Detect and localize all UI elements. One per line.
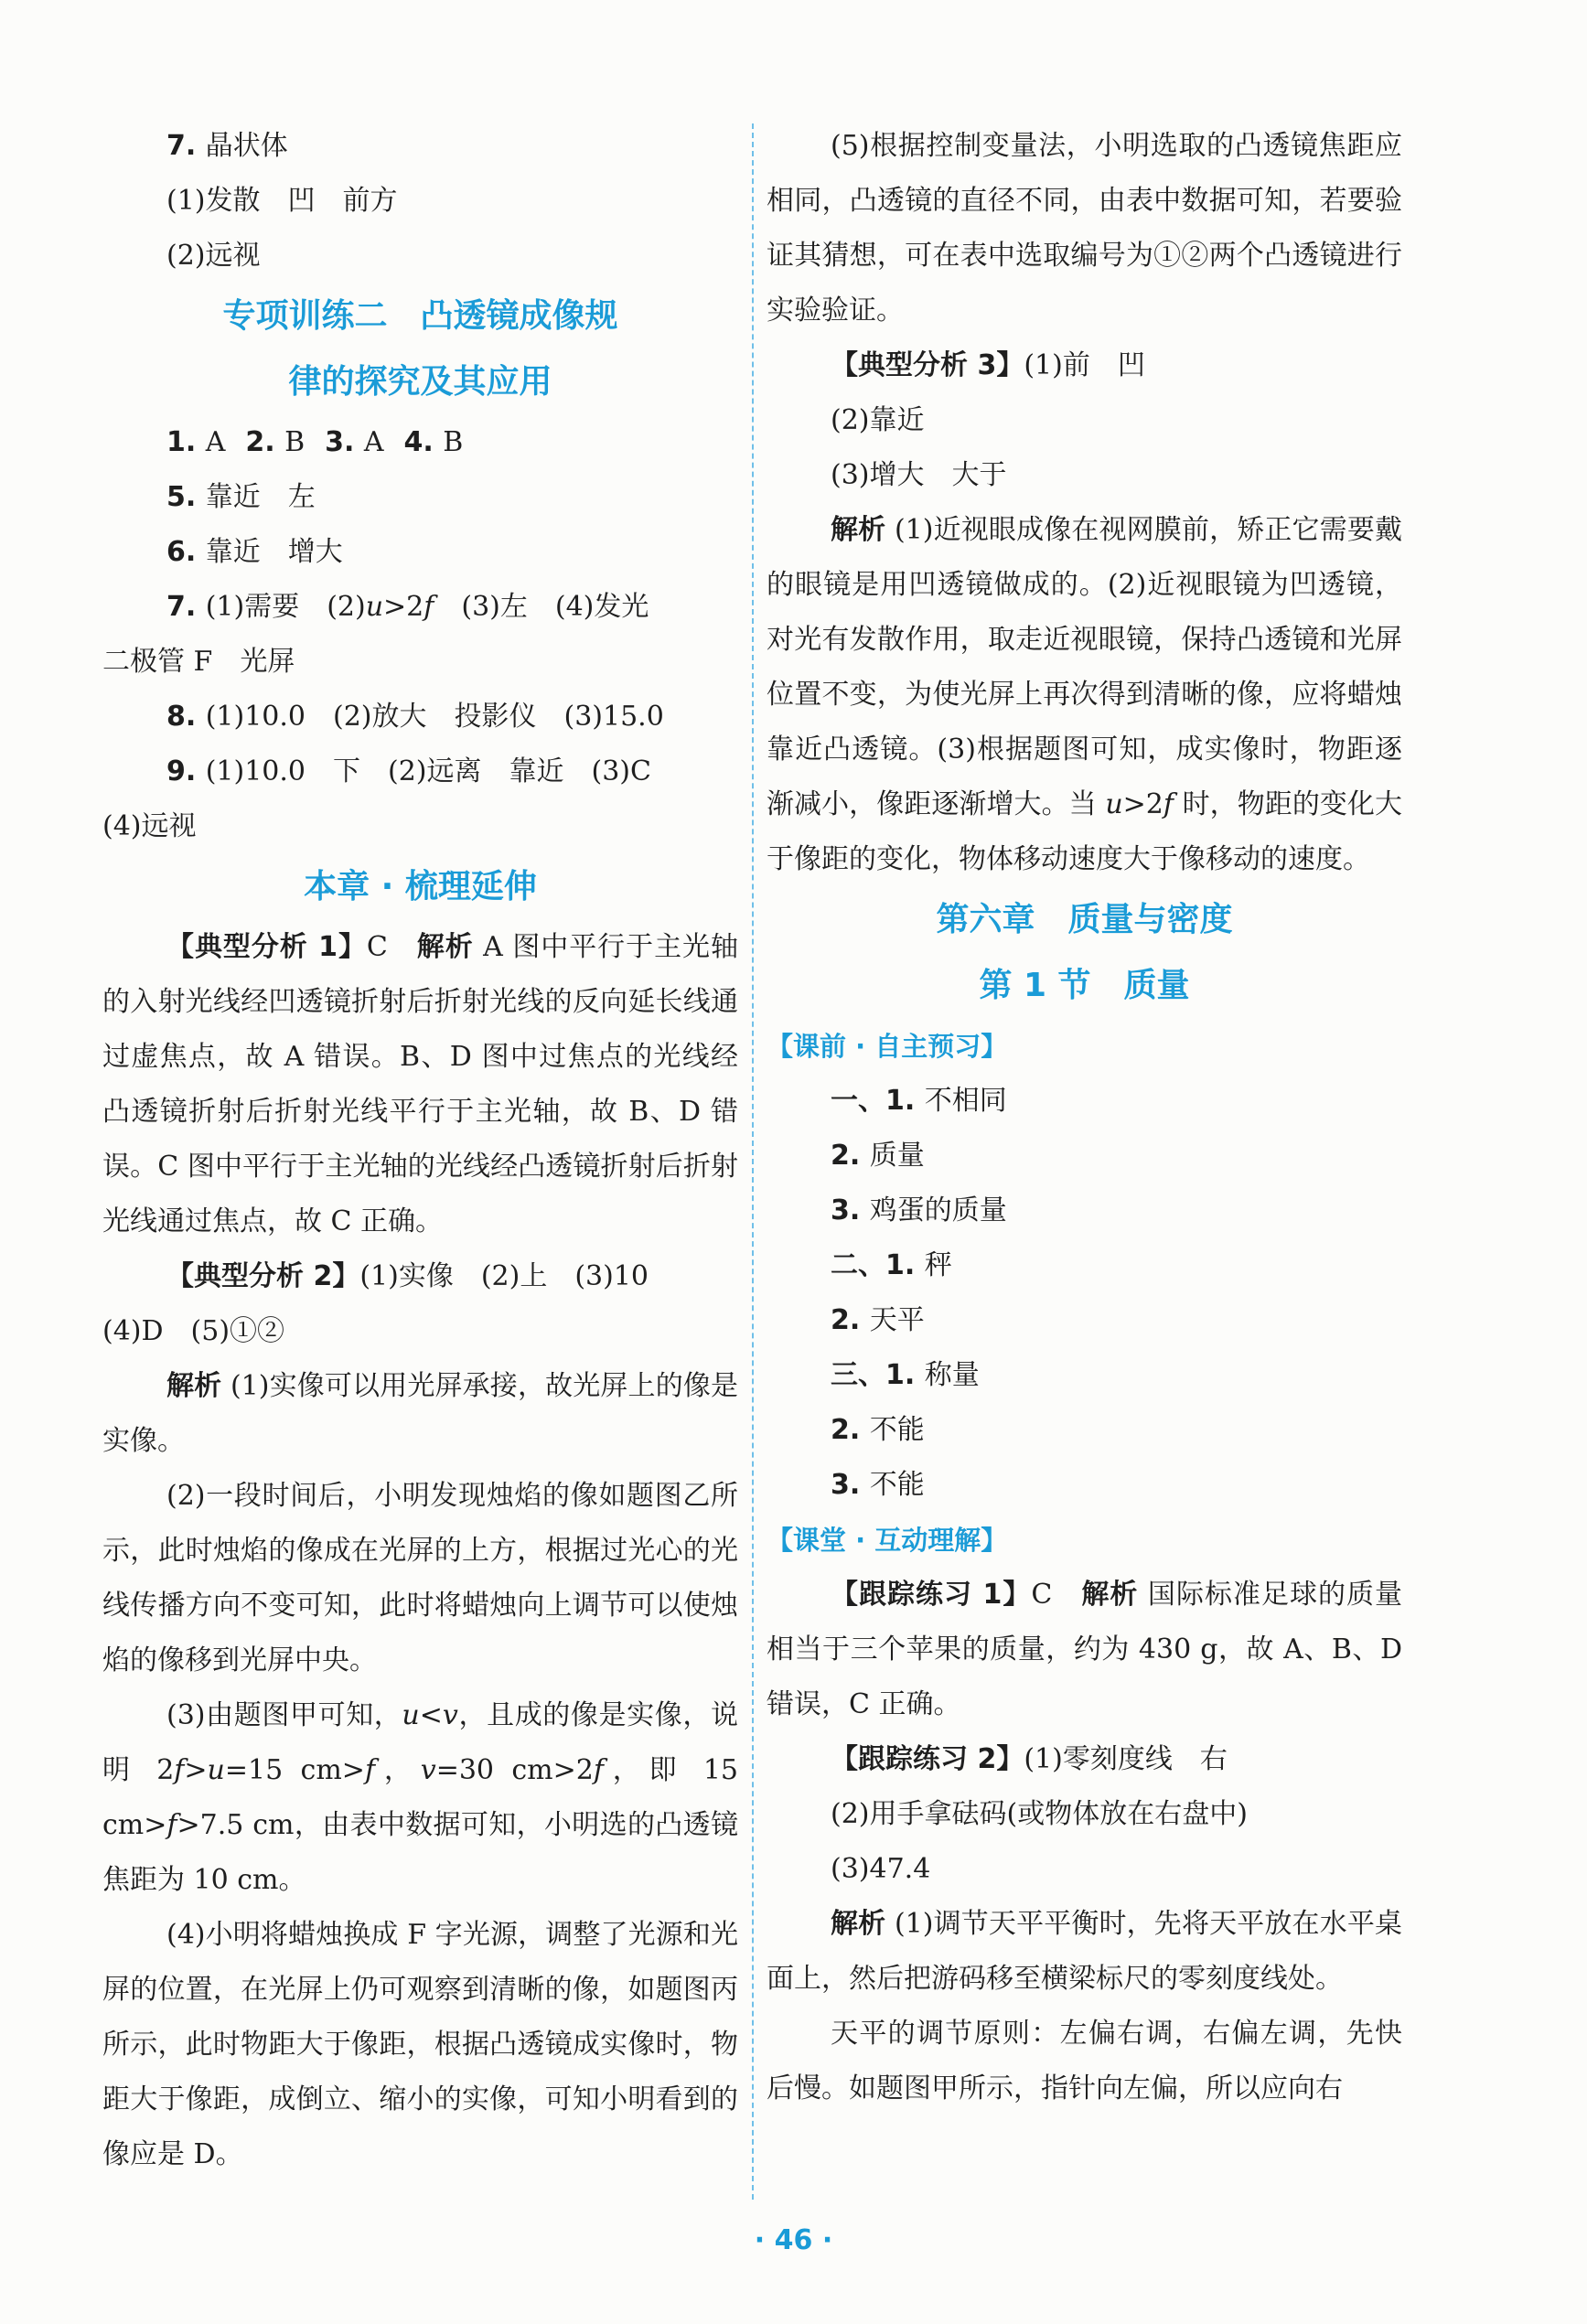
preview-3-1: 三、1. 称量: [831, 1359, 980, 1391]
preview-2-2: 2. 天平: [831, 1304, 925, 1336]
chapter-heading: 第六章 质量与密度: [936, 901, 1233, 938]
page-number: · 46 ·: [754, 2224, 833, 2256]
tracking-exercise-2-2: (2)用手拿砝码(或物体放在右盘中): [831, 1798, 1248, 1830]
typical-analysis-2-explain-1: 解析 (1)实像可以用光屏承接，故光屏上的像是实像。: [102, 1370, 738, 1457]
answer-7-2: (2)远视: [166, 240, 261, 272]
tracking-exercise-2-explain-2: 天平的调节原则：左偏右调，右偏左调，先快后慢。如题图甲所示，指针向左偏，所以应向右: [767, 2018, 1402, 2104]
preview-2-1: 二、1. 秤: [831, 1249, 952, 1281]
answer-8: 8. (1)10.0 (2)放大 投影仪 (3)15.0: [166, 701, 664, 733]
typical-analysis-2: 【典型分析 2】(1)实像 (2)上 (3)10: [166, 1260, 649, 1292]
tracking-exercise-2: 【跟踪练习 2】(1)零刻度线 右: [831, 1743, 1228, 1775]
typical-analysis-3-3: (3)增大 大于: [831, 459, 1007, 491]
right-column: [767, 119, 1402, 2116]
tracking-exercise-1: 【跟踪练习 1】C 解析 国际标准足球的质量相当于三个苹果的质量，约为 430 g，故 A、B、D 错误，C 正确。: [767, 1579, 1402, 1720]
answer-7-1: (1)发散 凹 前方: [166, 185, 398, 217]
preview-3-2: 2. 不能: [831, 1414, 925, 1446]
answers-1-4: 1. A 2. B 3. A 4. B: [166, 426, 464, 458]
section-heading-lesson-1: 第 1 节 质量: [979, 967, 1190, 1004]
typical-analysis-2-explain-2: (2)一段时间后，小明发现烛焰的像如题图乙所示，此时烛焰的像成在光屏的上方，根据过光心的光线传播方向不变可知，此时将蜡烛向上调节可以使烛焰的像移到光屏中央。: [102, 1480, 738, 1676]
answer-5: 5. 靠近 左: [166, 481, 316, 513]
preview-3-3: 3. 不能: [831, 1469, 925, 1501]
typical-analysis-3-2: (2)靠近: [831, 404, 925, 436]
section-heading-special-training-2b: 律的探究及其应用: [288, 363, 552, 401]
section-heading-special-training-2a: 专项训练二 凸透镜成像规: [222, 297, 618, 335]
answer-7: 7. 晶状体: [166, 130, 288, 162]
typical-analysis-2-explain-5: (5)根据控制变量法，小明选取的凸透镜焦距应相同，凸透镜的直径不同，由表中数据可知，若要验证其猜想，可在表中选取编号为①②两个凸透镜进行实验验证。: [767, 130, 1402, 327]
answer-9: 9. (1)10.0 下 (2)远离 靠近 (3)C: [166, 755, 651, 787]
typical-analysis-2-explain-3: (3)由题图甲可知，u<v，且成的像是实像，说明 2f>u=15 cm>f，v=30 cm>2f，即 15 cm>f>7.5 cm，由表中数据可知，小明选的凸透镜焦距为 10 cm。: [102, 1699, 739, 1896]
preview-1-2: 2. 质量: [831, 1140, 925, 1172]
answer-6: 6. 靠近 增大: [166, 536, 343, 568]
answer-7b: 7. (1)需要 (2)u>2f (3)左 (4)发光: [166, 591, 649, 623]
typical-analysis-3-explain: 解析 (1)近视眼成像在视网膜前，矫正它需要戴的眼镜是用凹透镜做成的。(2)近视眼镜为凹透镜，对光有发散作用，取走近视眼镜，保持凸透镜和光屏位置不变，为使光屏上再次得到清晰的像，应将蜡烛靠近凸透镜。(3)根据题图可知，成实像时，物距逐渐减小，像距逐渐增大。当 u>2f 时，物距的变化大于像距的变化，物体移动速度大于像移动的速度。: [767, 514, 1402, 875]
label-in-class: 【课堂 · 互动理解】: [767, 1525, 1008, 1556]
typical-analysis-2-cont: (4)D (5)①②: [102, 1315, 285, 1347]
typical-analysis-2-explain-4: (4)小明将蜡烛换成 F 字光源，调整了光源和光屏的位置，在光屏上仍可观察到清晰的像，如题图丙所示，此时物距大于像距，根据凸透镜成实像时，物距大于像距，成倒立、缩小的实像，可知小明看到的像应是 D。: [102, 1919, 738, 2170]
label-pre-class: 【课前 · 自主预习】: [767, 1031, 1008, 1062]
section-heading-chapter-review: 本章 · 梳理延伸: [304, 868, 537, 905]
tracking-exercise-2-explain: 解析 (1)调节天平平衡时，先将天平放在水平桌面上，然后把游码移至横梁标尺的零刻度线处。: [767, 1908, 1402, 1995]
typical-analysis-3: 【典型分析 3】(1)前 凹: [831, 349, 1145, 381]
column-divider: [752, 123, 754, 2200]
tracking-exercise-2-3: (3)47.4: [831, 1853, 931, 1885]
left-column: [102, 119, 738, 2182]
preview-1-1: 一、1. 不相同: [831, 1085, 1007, 1117]
answer-7b-cont: 二极管 F 光屏: [102, 646, 295, 678]
preview-1-3: 3. 鸡蛋的质量: [831, 1194, 1007, 1226]
typical-analysis-1: 【典型分析 1】C 解析 A 图中平行于主光轴的入射光线经凹透镜折射后折射光线的反向延长线通过虚焦点，故 A 错误。B、D 图中过焦点的光线经凸透镜折射后折射光线平行于主光轴，故 B、D 错误。C 图中平行于主光轴的光线经凸透镜折射后折射光线通过焦点，故 C 正确。: [102, 931, 738, 1237]
answer-9-cont: (4)远视: [102, 810, 197, 842]
